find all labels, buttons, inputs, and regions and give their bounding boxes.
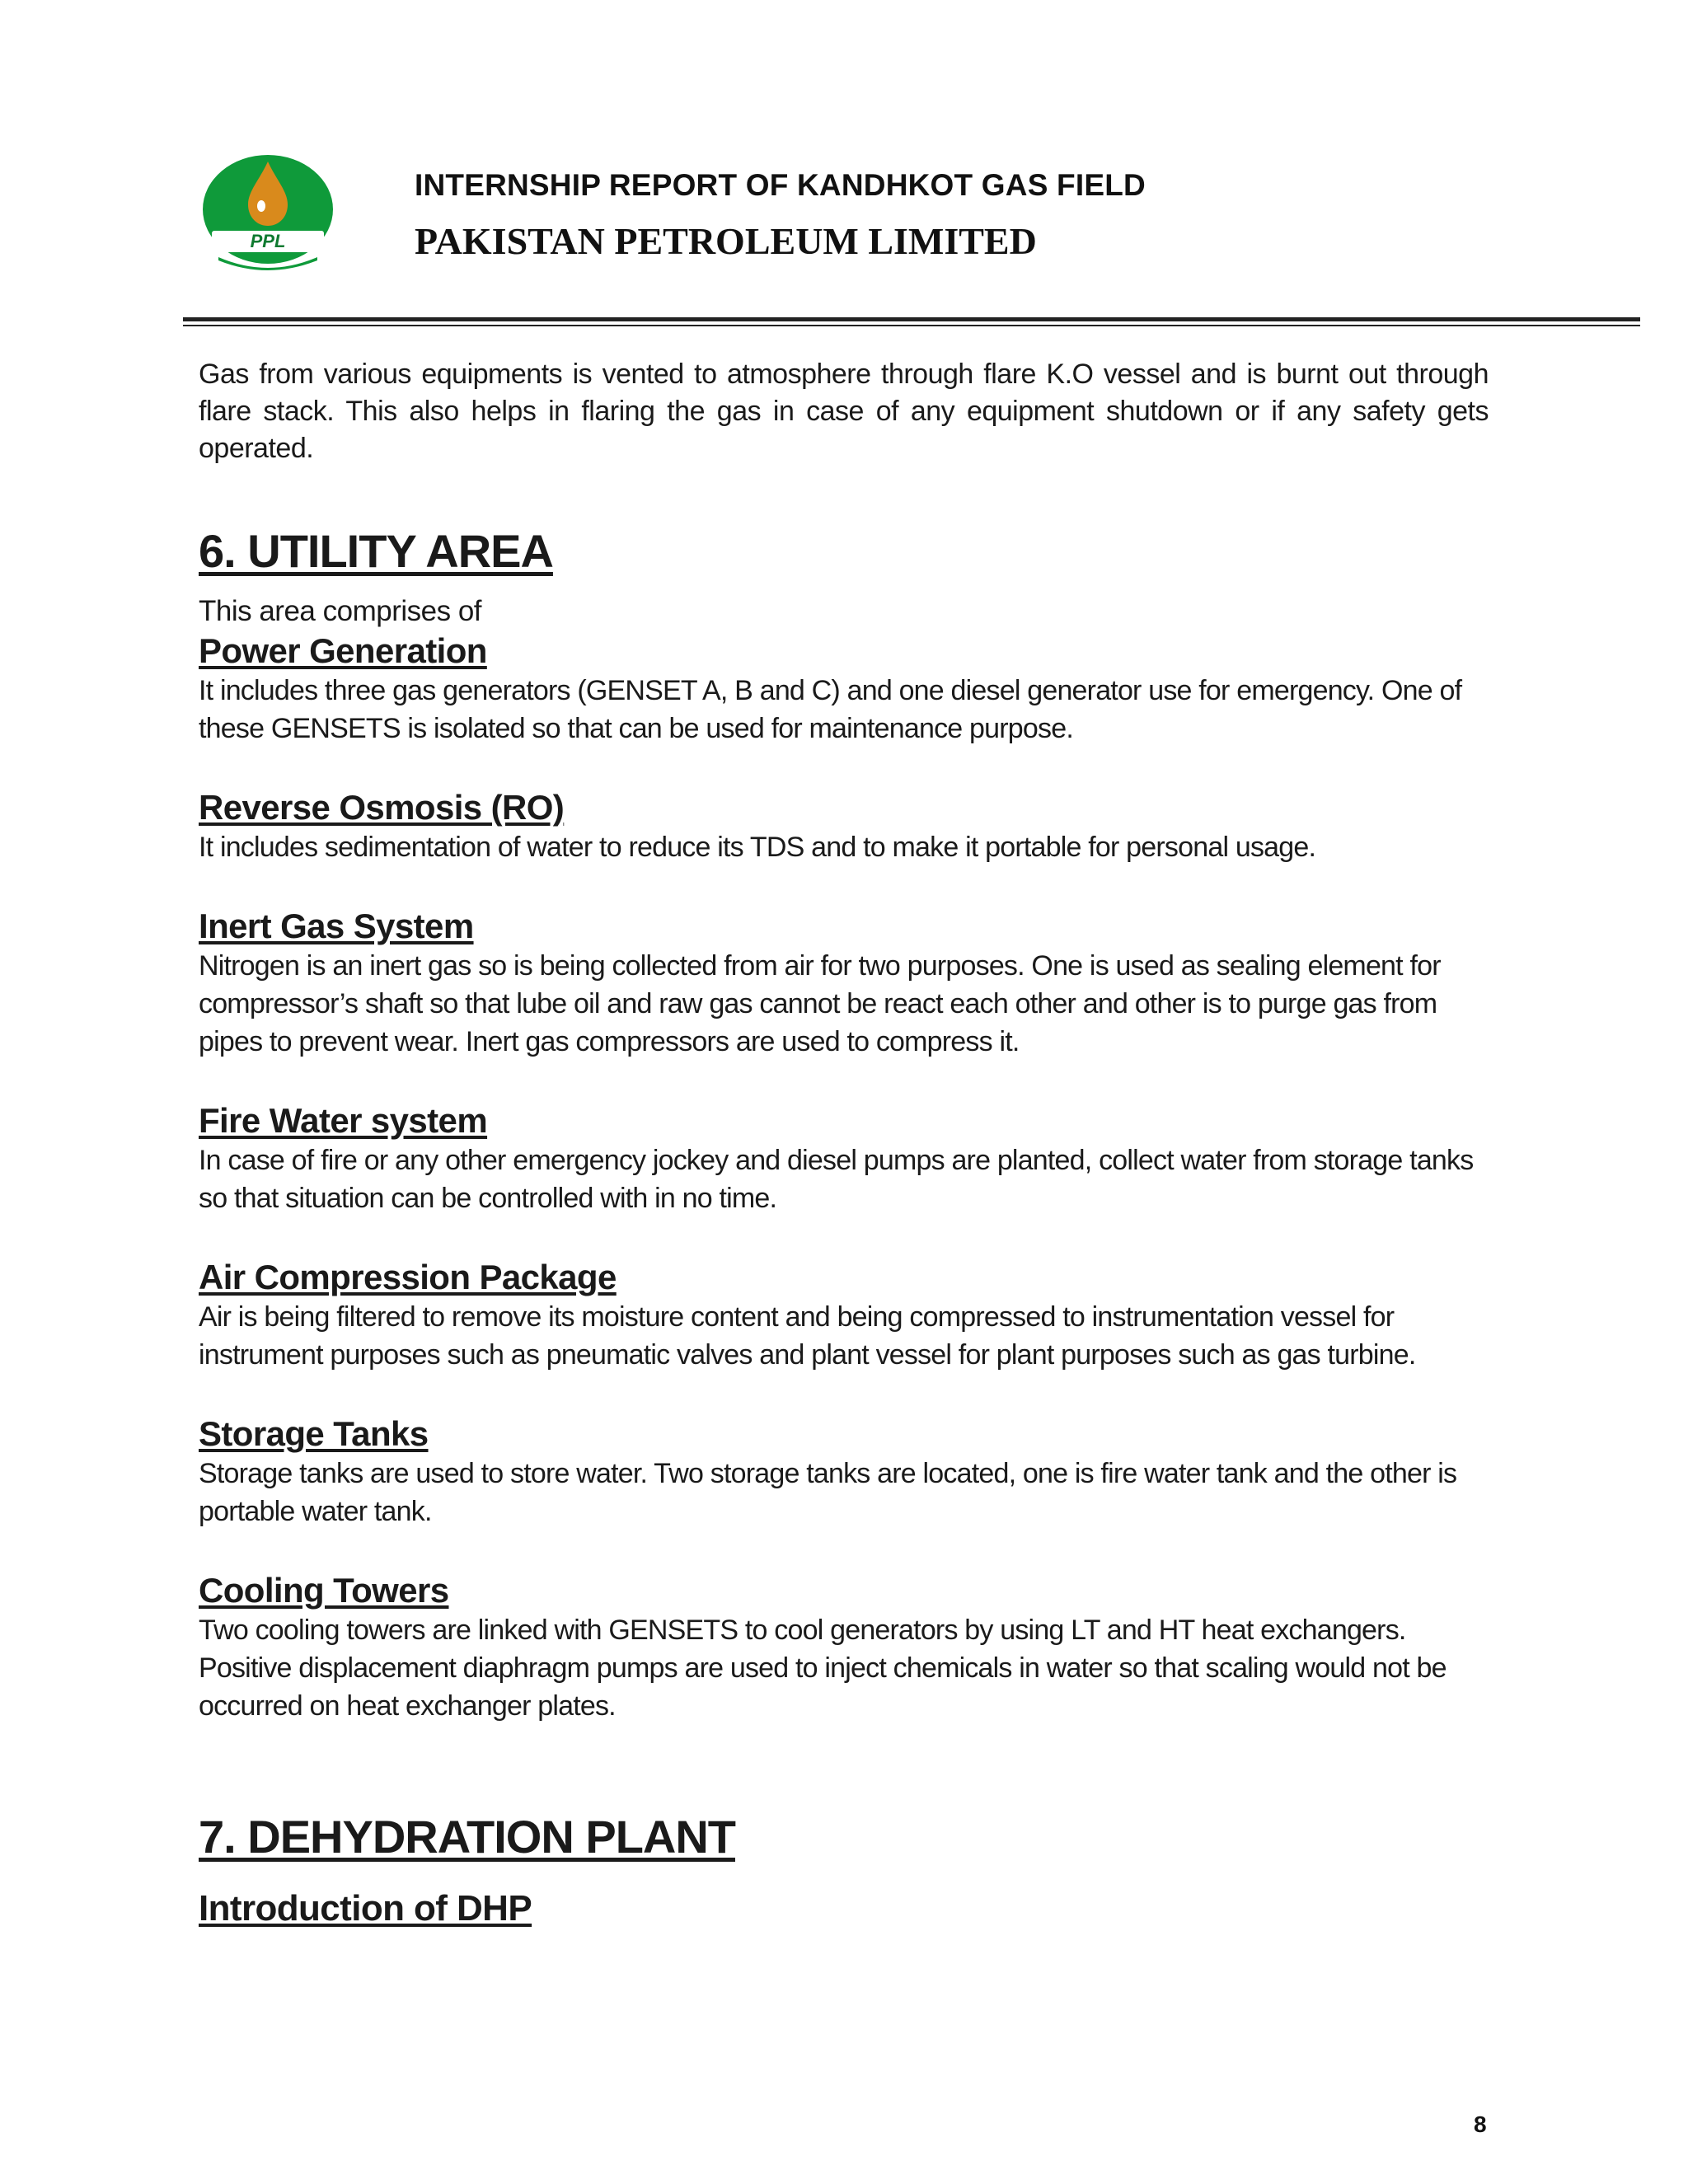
intro-paragraph: Gas from various equipments is vented to atmosphere through flare K.O vessel and is burnt out through flare stack. This also helps in flaring the gas in case of any equipment shutdown or if any safety gets operated. xyxy=(199,359,1489,464)
fire-water-text: In case of fire or any other emergency jockey and diesel pumps are planted, collect water from storage tanks so that situation can be controlled with in no time. xyxy=(199,1145,1474,1214)
air-compression-heading: Air Compression Package xyxy=(199,1258,617,1296)
inert-gas-heading: Inert Gas System xyxy=(199,907,474,945)
reverse-osmosis-text: It includes sedimentation of water to reduce its TDS and to make it portable for personal usage. xyxy=(199,832,1316,863)
company-name: PAKISTAN PETROLEUM LIMITED xyxy=(415,220,1037,262)
reverse-osmosis-heading: Reverse Osmosis (RO) xyxy=(199,788,565,827)
ppl-logo xyxy=(202,155,334,274)
cooling-towers-heading: Cooling Towers xyxy=(199,1571,449,1610)
fire-water-heading: Fire Water system xyxy=(199,1101,488,1140)
header-rule-thick xyxy=(183,317,1640,321)
inert-gas-text: Nitrogen is an inert gas so is being collected from air for two purposes. One is used as sealing element for compressor’s shaft so that lube oil and raw gas cannot be react each other and other is to purge gas from pipes to prevent wear. Inert gas compressors are used to compress it. xyxy=(199,950,1441,1057)
air-compression-text: Air is being filtered to remove its moisture content and being compressed to instrumentation vessel for instrument purposes such as pneumatic valves and plant vessel for plant purposes such as gas turbine. xyxy=(199,1301,1416,1371)
page-content xyxy=(199,356,1489,1929)
logo-wordmark: PPL xyxy=(250,231,286,251)
cooling-towers-text: Two cooling towers are linked with GENSETS to cool generators by using LT and HT heat exchangers. Positive displacement diaphragm pumps are used to inject chemicals in water so that scaling would not be occurred on heat exchanger plates. xyxy=(199,1615,1447,1722)
power-generation-heading: Power Generation xyxy=(199,631,487,670)
dhp-intro-heading: Introduction of DHP xyxy=(199,1888,532,1929)
utility-intro: This area comprises of xyxy=(199,595,482,627)
storage-tanks-heading: Storage Tanks xyxy=(199,1414,429,1453)
storage-tanks-text: Storage tanks are used to store water. Two storage tanks are located, one is fire water tank and the other is portable water tank. xyxy=(199,1458,1457,1527)
header-rule-thin xyxy=(183,325,1640,326)
report-title: INTERNSHIP REPORT OF KANDHKOT GAS FIELD xyxy=(415,168,1146,202)
power-generation-text: It includes three gas generators (GENSET A, B and C) and one diesel generator use for emergency. One of these GENSETS is isolated so that can be used for maintenance purpose. xyxy=(199,675,1462,744)
page-number: 8 xyxy=(1474,2111,1487,2137)
dehydration-plant-title: 7. DEHYDRATION PLANT xyxy=(199,1811,735,1863)
utility-area-title: 6. UTILITY AREA xyxy=(199,525,553,577)
